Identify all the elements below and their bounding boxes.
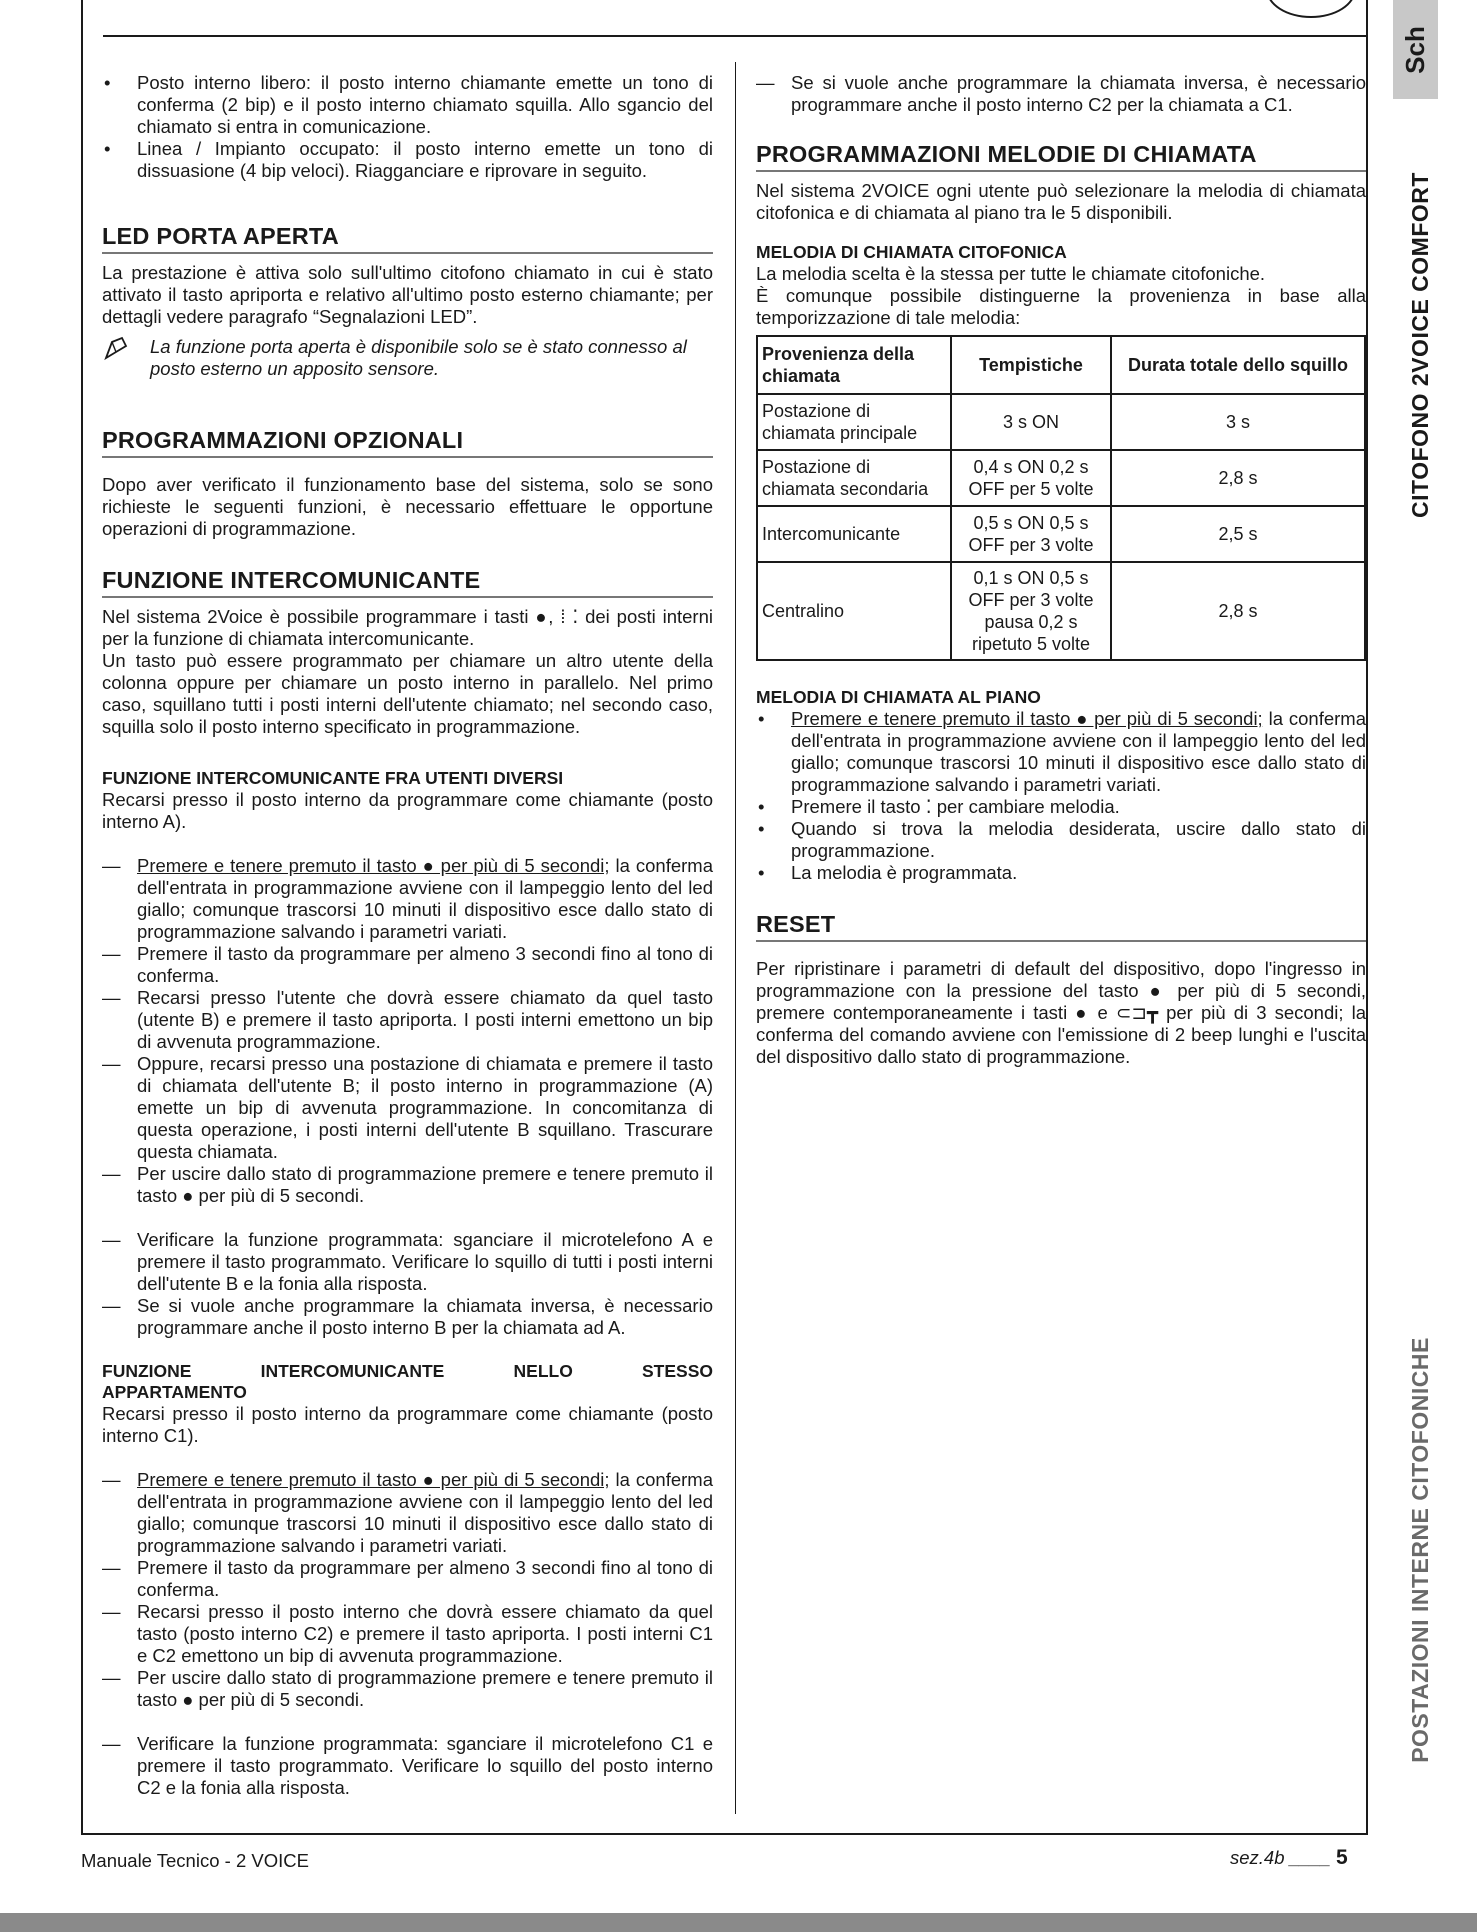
table-cell: Postazione di chiamata principale (757, 394, 951, 450)
note-hand-icon (102, 334, 130, 362)
stesso-intro: Recarsi presso il posto interno da programmare come chiamante (posto interno C1). (102, 1403, 713, 1446)
intro-bullet-list (102, 72, 713, 182)
table-header: Tempistiche (951, 336, 1111, 394)
opzionali-paragraph: Dopo aver verificato il funzionamento base del sistema, solo se sono richieste le seguenti funzioni, è necessario effettuare le opportune operazioni di programmazione. (102, 474, 713, 539)
citofonica-p1: La melodia scelta è la stessa per tutte le chiamate citofoniche. (756, 263, 1266, 284)
table-cell: 2,8 s (1111, 562, 1365, 660)
list-item: — Per uscire dallo stato di programmazione premere e tenere premuto il tasto ● per più di 5 secondi. (102, 1163, 713, 1207)
table-header: Provenienza della chiamata (757, 336, 951, 394)
list-item: — Premere e tenere premuto il tasto ● per più di 5 secondi; la conferma dell'entrata in programmazione avviene con il lampeggio lento del led giallo; comunque trascorsi 10 minuti il dispositivo esce dallo stato di programmazione salvando i parametri variati. (102, 855, 713, 943)
melody-table (756, 335, 1366, 661)
subheading-stesso-appartamento: FUNZIONE INTERCOMUNICANTE NELLO STESSO (102, 1361, 713, 1381)
section-heading-opzionali: PROGRAMMAZIONI OPZIONALI (102, 426, 713, 458)
list-item: • La melodia è programmata. (756, 862, 1366, 884)
right-column (756, 72, 1366, 1068)
table-cell: 3 s (1111, 394, 1365, 450)
subheading-utenti-diversi: FUNZIONE INTERCOMUNICANTE FRA UTENTI DIVERSI (102, 768, 564, 788)
list-item: — Premere il tasto da programmare per almeno 3 secondi fino al tono di conferma. (102, 943, 713, 987)
citofonica-p2: È comunque possibile distinguerne la provenienza in base alla temporizzazione di tale melodia: (756, 285, 1366, 328)
list-item: — Per uscire dallo stato di programmazione premere e tenere premuto il tasto ● per più di 5 secondi. (102, 1667, 713, 1711)
table-row (757, 450, 1365, 506)
page-number: 5 (1335, 1846, 1348, 1869)
table-cell: 2,8 s (1111, 450, 1365, 506)
subheading-stesso-appartamento-2: APPARTAMENTO (102, 1382, 247, 1402)
piano-bullets (756, 708, 1366, 884)
list-item: — Se si vuole anche programmare la chiamata inversa, è necessario programmare anche il posto interno B per la chiamata ad A. (102, 1295, 713, 1339)
section-heading-intercom: FUNZIONE INTERCOMUNICANTE (102, 566, 713, 598)
left-column (102, 72, 713, 1799)
list-item: • Premere il tasto ⁚ per cambiare melodia. (756, 796, 1366, 818)
reset-paragraph: Per ripristinare i parametri di default del dispositivo, dopo l'ingresso in programmazione con la pressione del tasto ● per più di 5 secondi, premere contemporaneamente i tasti ● e ⊂⊐┳ per più di 3 secondi; la conferma del comando avviene con l'emissione di 2 beep lunghi e l'uscita del dispositivo dallo stato di programmazione. (756, 958, 1366, 1067)
led-paragraph: La prestazione è attiva solo sull'ultimo citofono chiamato in cui è stato attivato il tasto apriporta e relativo all'ultimo posto esterno chiamante; per dettagli vedere paragrafo “Segnalazioni LED”. (102, 262, 713, 327)
diversi-steps (102, 855, 713, 1207)
stesso-verify (102, 1733, 713, 1799)
bottom-bar (0, 1913, 1477, 1932)
table-cell: 0,1 s ON 0,5 s OFF per 3 volte pausa 0,2 s ripetuto 5 volte (951, 562, 1111, 660)
list-item: — Premere e tenere premuto il tasto ● per più di 5 secondi; la conferma dell'entrata in programmazione avviene con il lampeggio lento del led giallo; comunque trascorsi 10 minuti il dispositivo esce dallo stato di programmazione salvando i parametri variati. (102, 1469, 713, 1557)
list-item: — Recarsi presso l'utente che dovrà essere chiamato da quel tasto (utente B) e premere il tasto apriporta. I posti interni emettono un bip di avvenuta programmazione. (102, 987, 713, 1053)
side-section-title: POSTAZIONI INTERNE CITOFONICHE (1407, 1337, 1433, 1763)
two-dot-key-icon: ⁚ (925, 796, 932, 817)
list-item: • Linea / Impianto occupato: il posto interno emette un tono di dissuasione (4 bip veloci). Riagganciare e riprovare in seguito. (102, 138, 713, 182)
side-title: CITOFONO 2VOICE COMFORT (1407, 172, 1433, 518)
table-cell: Intercomunicante (757, 506, 951, 562)
table-header: Durata totale dello squillo (1111, 336, 1365, 394)
note-text: La funzione porta aperta è disponibile solo se è stato connesso al posto esterno un apposito sensore. (150, 336, 687, 379)
list-item: • Premere e tenere premuto il tasto ● per più di 5 secondi; la conferma dell'entrata in programmazione avviene con il lampeggio lento del led giallo; comunque trascorsi 10 minuti il dispositivo esce dallo stato di programmazione salvando i parametri variati. (756, 708, 1366, 796)
list-item: — Premere il tasto da programmare per almeno 3 secondi fino al tono di conferma. (102, 1557, 713, 1601)
intercom-paragraph-2: Un tasto può essere programmato per chiamare un altro utente della colonna oppure per chiamare un posto interno in parallelo. Nel primo caso, squillano tutti i posti interni dell'utente chiamato; nel secondo caso, squilla solo il posto interno specificato in programmazione. (102, 650, 713, 737)
stesso-steps (102, 1469, 713, 1711)
table-row (757, 562, 1365, 660)
table-cell: Postazione di chiamata secondaria (757, 450, 951, 506)
header-rule (103, 35, 1367, 37)
intercom-paragraph-1: Nel sistema 2Voice è possibile programmare i tasti ●, ⁞ ⁚ dei posti interni per la funzione di chiamata intercomunicante. (102, 606, 713, 649)
key-icon: ⊂⊐┳ (1115, 1002, 1159, 1023)
list-item: — Verificare la funzione programmata: sganciare il microtelefono C1 e premere il tasto programmato. Verificare lo squillo del posto interno C2 e la fonia alla risposta. (102, 1733, 713, 1799)
table-row (757, 506, 1365, 562)
subheading-citofonica: MELODIA DI CHIAMATA CITOFONICA (756, 242, 1067, 262)
melodie-paragraph: Nel sistema 2VOICE ogni utente può selezionare la melodia di chiamata citofonica e di chiamata al piano tra le 5 disponibili. (756, 180, 1366, 223)
right-top-list (756, 72, 1366, 116)
side-tab-label: Sch (1400, 26, 1430, 74)
list-item: — Recarsi presso il posto interno che dovrà essere chiamato da quel tasto (posto interno C2) e premere il tasto apriporta. I posti interni C1 e C2 emettono un bip di avvenuta programmazione. (102, 1601, 713, 1667)
table-cell: 3 s ON (951, 394, 1111, 450)
list-item: — Se si vuole anche programmare la chiamata inversa, è necessario programmare anche il posto interno C2 per la chiamata a C1. (756, 72, 1366, 116)
subheading-piano: MELODIA DI CHIAMATA AL PIANO (756, 687, 1041, 707)
diversi-verify (102, 1229, 713, 1339)
table-cell: 2,5 s (1111, 506, 1365, 562)
footer-manual-title: Manuale Tecnico - 2 VOICE (81, 1850, 309, 1871)
footer-section: sez.4b ____ 5 (1230, 1846, 1348, 1869)
table-cell: 0,5 s ON 0,5 s OFF per 3 volte (951, 506, 1111, 562)
list-item: — Oppure, recarsi presso una postazione di chiamata e premere il tasto di chiamata dell'utente B; il posto interno in programmazione (A) emette un bip di avvenuta programmazione. In concomitanza di questa operazione, i posti interni dell'utente B squillano. Trascurare questa chiamata. (102, 1053, 713, 1163)
table-cell: 0,4 s ON 0,2 s OFF per 5 volte (951, 450, 1111, 506)
section-heading-reset: RESET (756, 910, 1366, 942)
diversi-intro: Recarsi presso il posto interno da programmare come chiamante (posto interno A). (102, 789, 713, 832)
section-heading-melodie: PROGRAMMAZIONI MELODIE DI CHIAMATA (756, 140, 1366, 172)
section-heading-led: LED PORTA APERTA (102, 222, 713, 254)
table-row (757, 394, 1365, 450)
table-cell: Centralino (757, 562, 951, 660)
list-item: • Posto interno libero: il posto interno chiamante emette un tono di conferma (2 bip) e il posto interno chiamato squilla. Allo sgancio del chiamato si entra in comunicazione. (102, 72, 713, 138)
keys-icon: ●, ⁞ ⁚ (535, 606, 579, 627)
table-header-row (757, 336, 1365, 394)
list-item: • Quando si trova la melodia desiderata, uscire dallo stato di programmazione. (756, 818, 1366, 862)
note-block (102, 336, 713, 380)
column-divider (735, 62, 736, 1814)
list-item: — Verificare la funzione programmata: sganciare il microtelefono A e premere il tasto programmato. Verificare lo squillo di tutti i posti interni dell'utente B e la fonia alla risposta. (102, 1229, 713, 1295)
